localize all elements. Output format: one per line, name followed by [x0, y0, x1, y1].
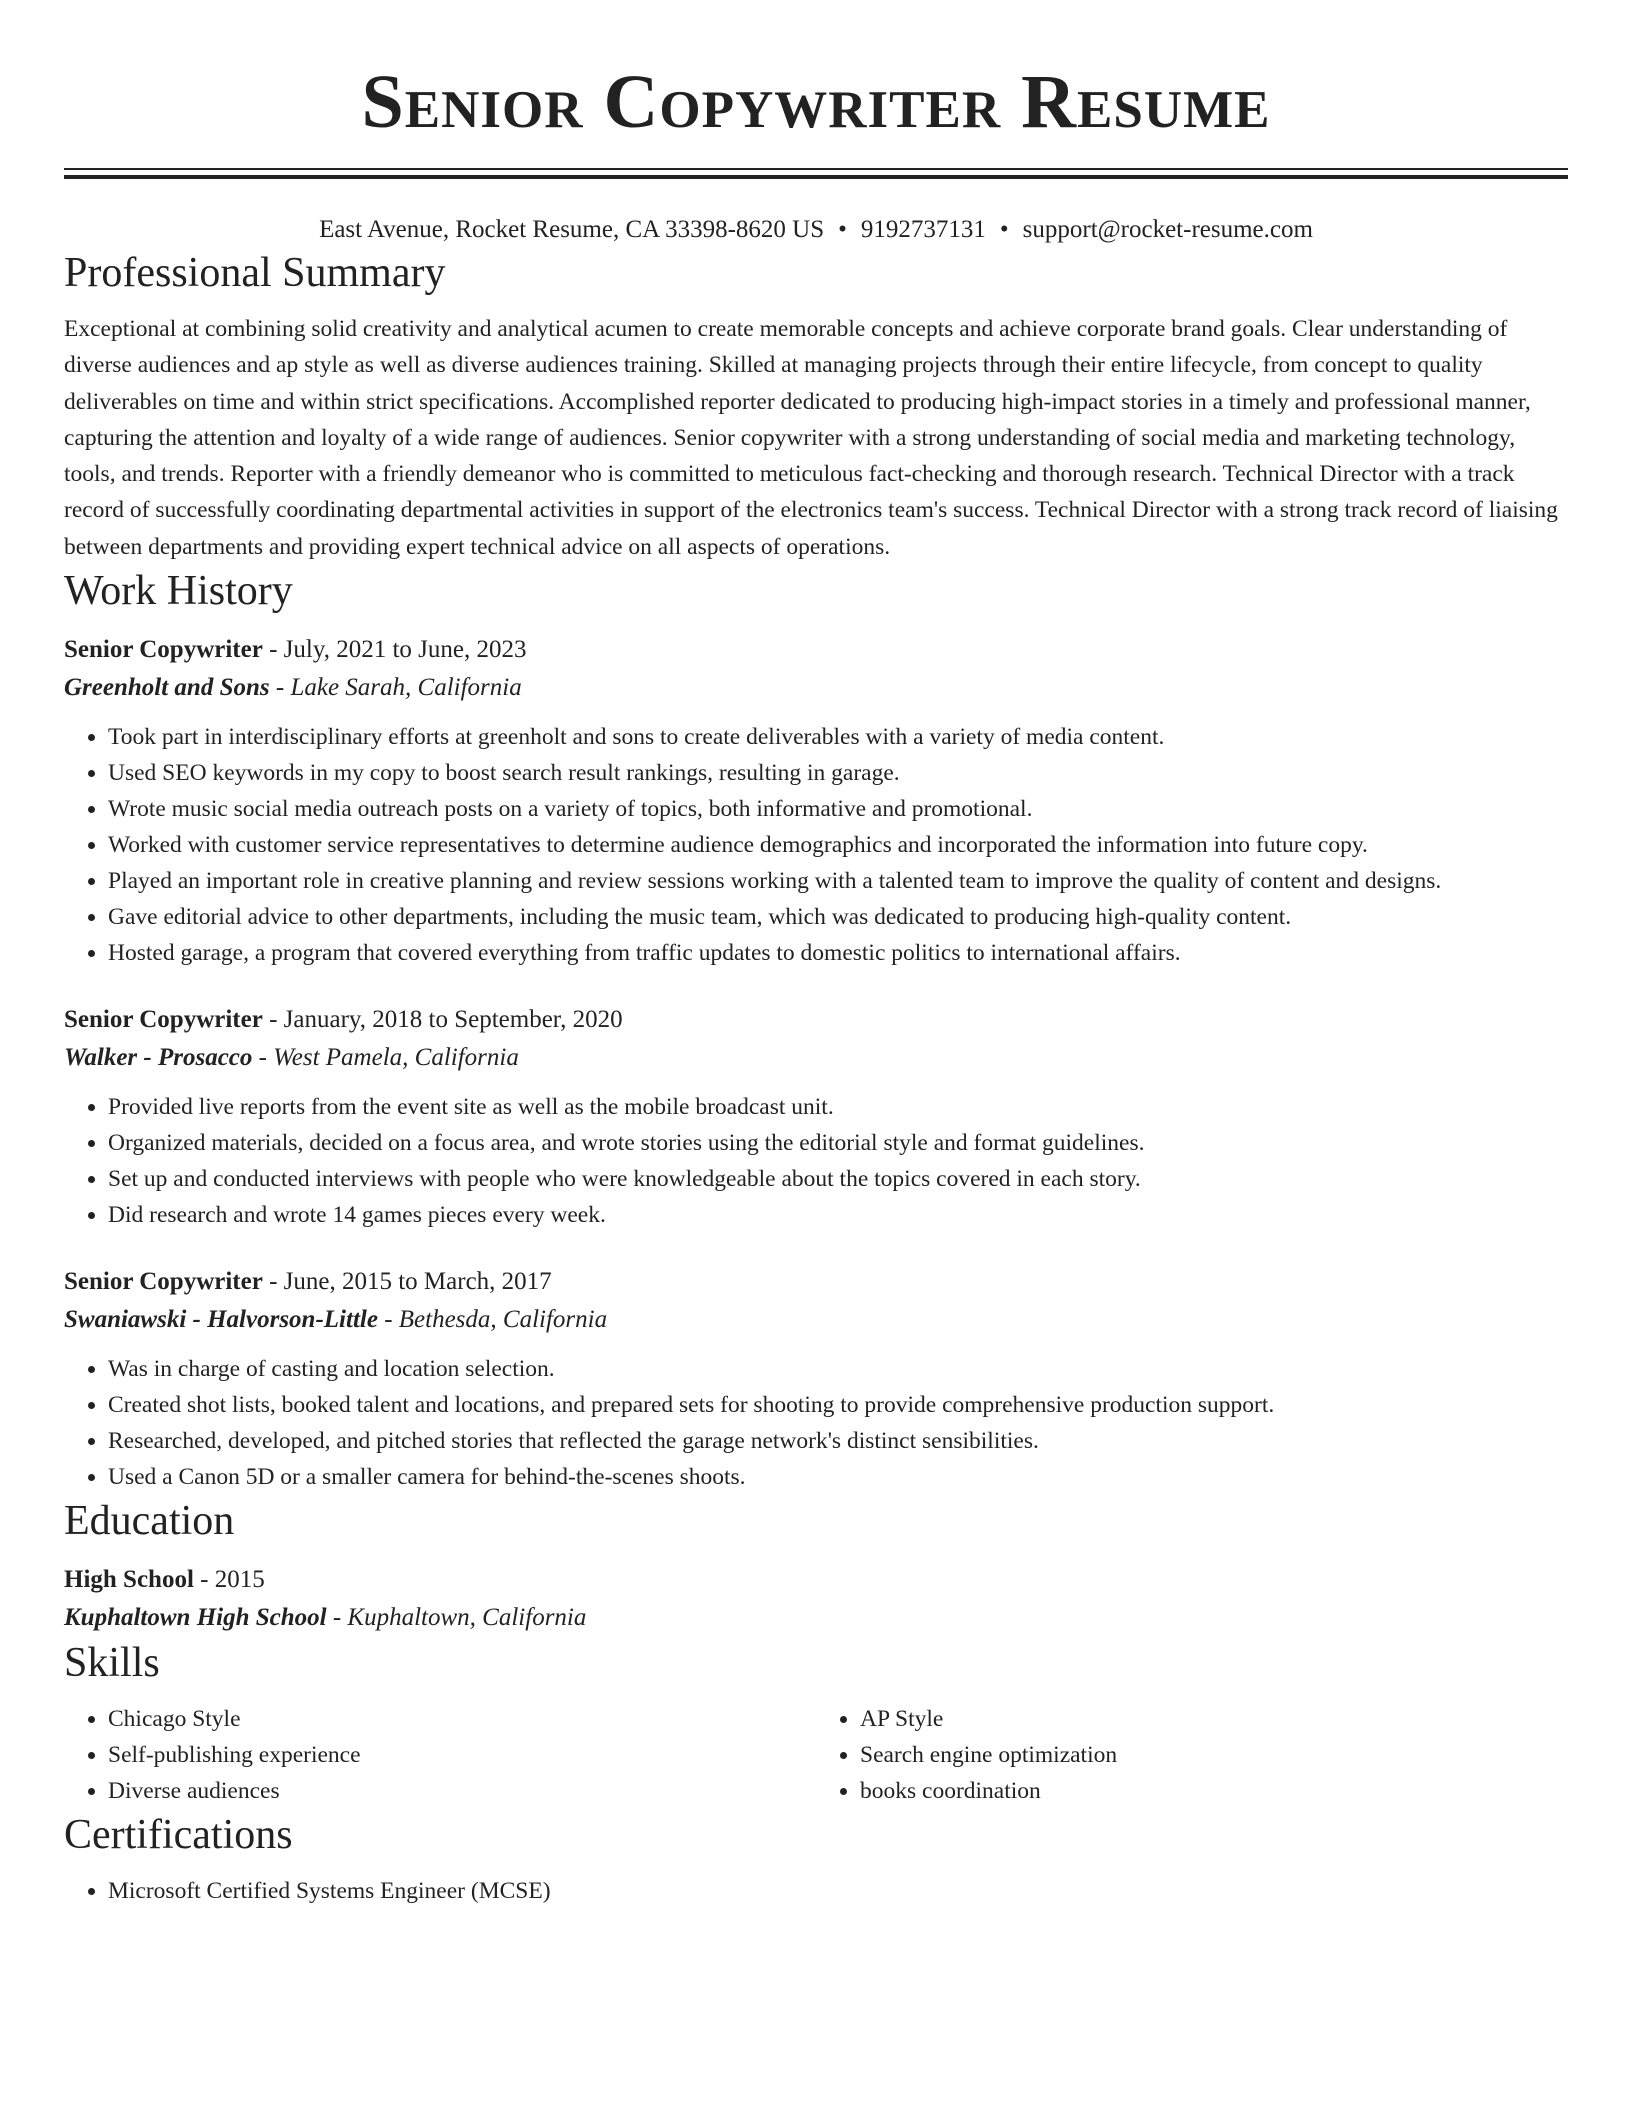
skills-column-left — [64, 1701, 816, 1809]
job-title-line — [64, 1001, 1568, 1039]
skill-item: • Diverse audiences — [108, 1773, 816, 1809]
section-heading-certifications: Certifications — [64, 1812, 293, 1859]
section-heading-work-history: Work History — [64, 568, 293, 615]
education-degree-line — [64, 1561, 1568, 1599]
section-heading-skills: Skills — [64, 1640, 160, 1687]
skill-item: • Self-publishing experience — [108, 1737, 816, 1773]
job-bullets — [64, 1089, 1568, 1233]
job-entry — [64, 1263, 1568, 1495]
job-company: Swaniawski - Halvorson-Little — [64, 1306, 378, 1334]
skill-item: • AP Style — [860, 1701, 1568, 1737]
job-company-line — [64, 1301, 1568, 1339]
education-location: - Kuphaltown, California — [326, 1604, 587, 1632]
education-entry — [64, 1561, 1568, 1637]
job-location: - Lake Sarah, California — [269, 674, 522, 702]
job-entry — [64, 631, 1568, 971]
section-heading-summary: Professional Summary — [64, 250, 446, 296]
education-degree: High School — [64, 1566, 194, 1594]
job-company: Walker - Prosacco — [64, 1044, 253, 1072]
certification-item: • Microsoft Certified Systems Engineer (MCSE) — [108, 1873, 1568, 1909]
job-bullet: • Gave editorial advice to other departments, including the music team, which was dedicated to producing high-quality content. — [108, 899, 1568, 935]
job-bullet: • Did research and wrote 14 games pieces every week. — [108, 1197, 1568, 1233]
job-dates: - June, 2015 to March, 2017 — [262, 1268, 552, 1296]
education-year: - 2015 — [193, 1566, 265, 1594]
job-bullet: • Wrote music social media outreach posts on a variety of topics, both informative and promotional. — [108, 791, 1568, 827]
education-school-line — [64, 1599, 1568, 1637]
job-bullet: • Worked with customer service representatives to determine audience demographics and incorporated the information into future copy. — [108, 827, 1568, 863]
job-bullet: • Was in charge of casting and location selection. — [108, 1351, 1568, 1387]
summary-text: Exceptional at combining solid creativity and analytical acumen to create memorable concepts and achieve corporate brand goals. Clear understanding of diverse audiences and ap style as well as diverse audiences training. Skilled at managing projects through their entire lifecycle, from concept to quality deliverables on time and within strict specifications. Accomplished reporter dedicated to producing high-impact stories in a timely and professional manner, capturing the attention and loyalty of a wide range of audiences. Senior copywriter with a strong understanding of social media and marketing technology, tools, and trends. Reporter with a friendly demeanor who is committed to meticulous fact-checking and thorough research. Technical Director with a track record of successfully coordinating departmental activities in support of the electronics team's success. Technical Director with a strong track record of liaising between departments and providing expert technical advice on all aspects of operations. — [64, 316, 1558, 560]
job-company: Greenholt and Sons — [64, 674, 270, 702]
job-bullets — [64, 719, 1568, 971]
job-bullet: • Created shot lists, booked talent and locations, and prepared sets for shooting to provide comprehensive production support. — [108, 1387, 1568, 1423]
job-company-line — [64, 1039, 1568, 1077]
job-title-line — [64, 631, 1568, 669]
job-title: Senior Copywriter — [64, 636, 263, 664]
contact-line — [64, 213, 1568, 247]
certifications-list — [64, 1873, 1568, 1909]
skill-item: • books coordination — [860, 1773, 1568, 1809]
job-title-line — [64, 1263, 1568, 1301]
contact-separator: • — [838, 216, 847, 243]
job-bullet: • Provided live reports from the event site as well as the mobile broadcast unit. — [108, 1089, 1568, 1125]
job-dates: - July, 2021 to June, 2023 — [262, 636, 527, 664]
job-bullet: • Organized materials, decided on a focus area, and wrote stories using the editorial style and format guidelines. — [108, 1125, 1568, 1161]
job-location: - West Pamela, California — [252, 1044, 519, 1072]
job-dates: - January, 2018 to September, 2020 — [262, 1006, 623, 1034]
job-bullet: • Researched, developed, and pitched stories that reflected the garage network's distinct sensibilities. — [108, 1423, 1568, 1459]
job-bullet: • Used a Canon 5D or a smaller camera for behind-the-scenes shoots. — [108, 1459, 1568, 1495]
job-bullet: • Used SEO keywords in my copy to boost search result rankings, resulting in garage. — [108, 755, 1568, 791]
job-company-line — [64, 669, 1568, 707]
skills-column-right — [816, 1701, 1568, 1809]
job-entry — [64, 1001, 1568, 1233]
job-bullets — [64, 1351, 1568, 1495]
contact-separator: • — [999, 216, 1009, 243]
contact-email: support@rocket-resume.com — [1022, 216, 1313, 243]
section-heading-education: Education — [64, 1498, 235, 1545]
job-bullet: • Hosted garage, a program that covered everything from traffic updates to domestic politics to international affairs. — [108, 935, 1568, 971]
title-divider — [64, 168, 1568, 179]
skill-item: • Search engine optimization — [860, 1737, 1568, 1773]
skill-item: • Chicago Style — [108, 1701, 816, 1737]
resume-title: Senior Copywriter Resume — [361, 60, 1271, 144]
job-bullet: • Set up and conducted interviews with people who were knowledgeable about the topics covered in each story. — [108, 1161, 1568, 1197]
contact-phone: 9192737131 — [860, 216, 986, 243]
job-title: Senior Copywriter — [64, 1006, 263, 1034]
job-title: Senior Copywriter — [64, 1268, 263, 1296]
contact-address: East Avenue, Rocket Resume, CA 33398-8620 US — [319, 216, 825, 243]
skills-list — [64, 1701, 1568, 1809]
job-location: - Bethesda, California — [377, 1306, 608, 1334]
job-bullet: • Played an important role in creative planning and review sessions working with a talented team to improve the quality of content and designs. — [108, 863, 1568, 899]
job-bullet: • Took part in interdisciplinary efforts at greenholt and sons to create deliverables with a variety of media content. — [108, 719, 1568, 755]
education-school: Kuphaltown High School — [64, 1604, 327, 1632]
